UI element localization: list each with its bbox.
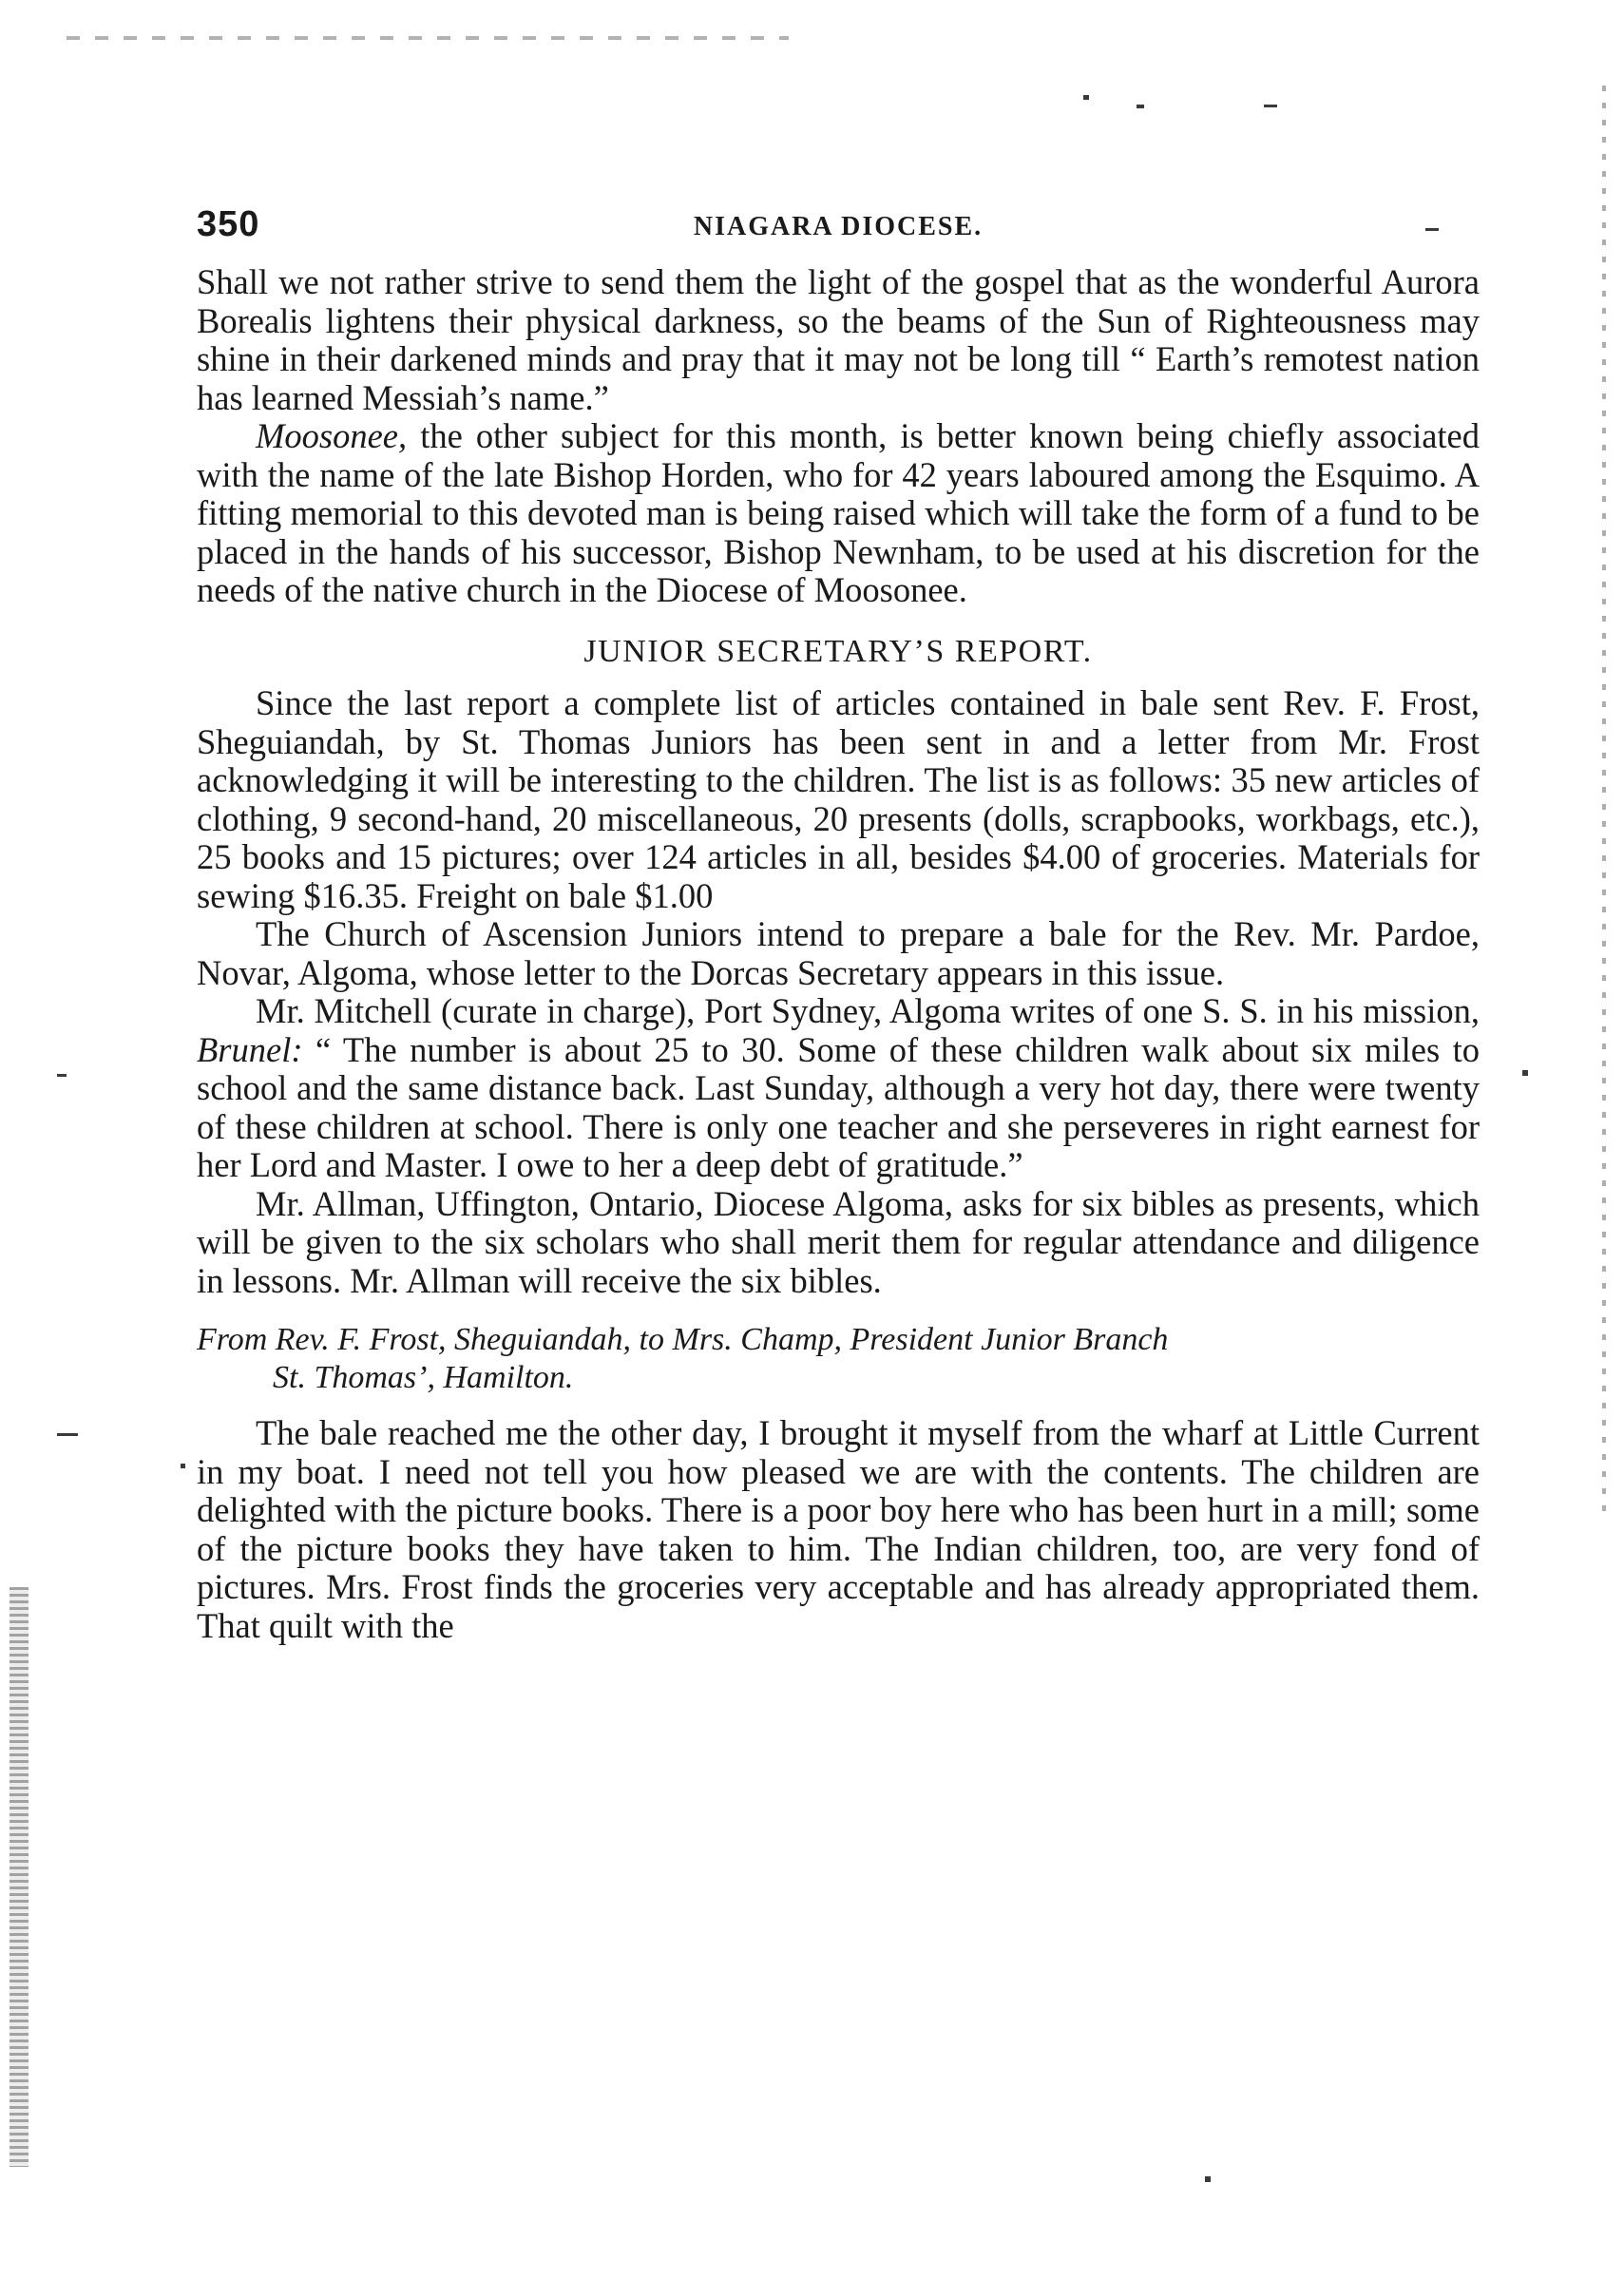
opening-paragraph: Shall we not rather strive to send them the light of the gospel that as the wonderful Aurora Borealis lightens their physical darkness, so the beams of the Sun of Righteousness may shine in their darkened minds and pray that it may not be long till “ Earth’s remotest nation has learned Messiah’s name.” bbox=[197, 262, 1480, 417]
scan-speck bbox=[1205, 2176, 1211, 2182]
article-body bbox=[197, 263, 1480, 1645]
letter-heading-line-2: St. Thomas’, Hamilton. bbox=[273, 1360, 574, 1395]
section-heading: JUNIOR SECRETARY’S REPORT. bbox=[583, 633, 1093, 669]
scan-speck bbox=[1137, 105, 1144, 108]
report-paragraph-2: The Church of Ascension Juniors intend to prepare a bale for the Rev. Mr. Pardoe, Novar, Algoma, whose letter to the Dorcas Secretary appears in this issue. bbox=[197, 914, 1480, 992]
moosonee-text: the other subject for this month, is better known being chiefly associated with the name of the late Bishop Horden, who for 42 years laboured among the Esquimo. A fitting memorial to this devoted man is being raised which will take the form of a fund to be placed in the hands of his successor, Bishop Newnham, to be used at his discretion for the needs of the native church in the Diocese of Moosonee. bbox=[197, 416, 1480, 609]
scan-speck bbox=[1522, 1070, 1528, 1076]
scan-speck bbox=[1264, 105, 1277, 107]
scan-artifact-right-edge bbox=[1602, 86, 1606, 1511]
place-name-brunel: Brunel: bbox=[197, 1029, 303, 1069]
report-paragraph-3 bbox=[197, 992, 1480, 1185]
moosonee-lead: Moosonee, bbox=[256, 416, 408, 455]
scan-artifact-left-edge bbox=[10, 1587, 29, 2167]
scan-speck bbox=[181, 1464, 185, 1468]
letter-heading-line-1: From Rev. F. Frost, Sheguiandah, to Mrs. Champ, President Junior Branch bbox=[197, 1322, 1169, 1357]
letter-heading bbox=[197, 1321, 1480, 1397]
scan-speck bbox=[57, 1074, 67, 1077]
moosonee-paragraph bbox=[197, 417, 1480, 610]
report-paragraph-3-quote: “ The number is about 25 to 30. Some of these children walk about six miles to school and the same distance back. Last Sunday, although a very hot day, there were twenty of these children at school. There is only one teacher and she perseveres in right earnest for her Lord and Master. I owe to her a deep debt of gratitude.” bbox=[197, 1029, 1480, 1184]
running-title: NIAGARA DIOCESE. bbox=[693, 212, 984, 241]
scan-speck bbox=[1083, 95, 1089, 100]
report-paragraph-3-start: Mr. Mitchell (curate in charge), Port Sydney, Algoma writes of one S. S. in his mission, bbox=[256, 991, 1480, 1030]
scan-speck bbox=[57, 1433, 78, 1436]
report-paragraph-1: Since the last report a complete list of articles contained in bale sent Rev. F. Frost, Sheguiandah, by St. Thomas Juniors has been sent in and a letter from Mr. Frost acknowledging it will be interesting to the children. The list is as follows: 35 new articles of clothing, 9 second-hand, 20 miscellaneous, 20 presents (dolls, scrapbooks, workbags, etc.), 25 books and 15 pictures; over 124 articles in all, besides $4.00 of groceries. Materials for sewing $16.35. Freight on bale $1.00 bbox=[197, 683, 1480, 915]
letter-paragraph: The bale reached me the other day, I brought it myself from the wharf at Little Current in my boat. I need not tell you how pleased we are with the contents. The children are delighted with the picture books. There is a poor boy here who has been hurt in a mill; some of the picture books they have taken to him. The Indian children, too, are very fond of pictures. Mrs. Frost finds the groceries very acceptable and has already appropriated them. That quilt with the bbox=[197, 1413, 1480, 1645]
page-number: 350 bbox=[197, 204, 260, 244]
document-page bbox=[197, 204, 1480, 1645]
report-paragraph-4: Mr. Allman, Uffington, Ontario, Diocese Algoma, asks for six bibles as presents, which will be given to the six scholars who shall merit them for regular attendance and diligence in lessons. Mr. Allman will receive the six bibles. bbox=[197, 1183, 1480, 1300]
scan-artifact-top bbox=[67, 36, 789, 40]
page-header bbox=[197, 204, 1480, 261]
